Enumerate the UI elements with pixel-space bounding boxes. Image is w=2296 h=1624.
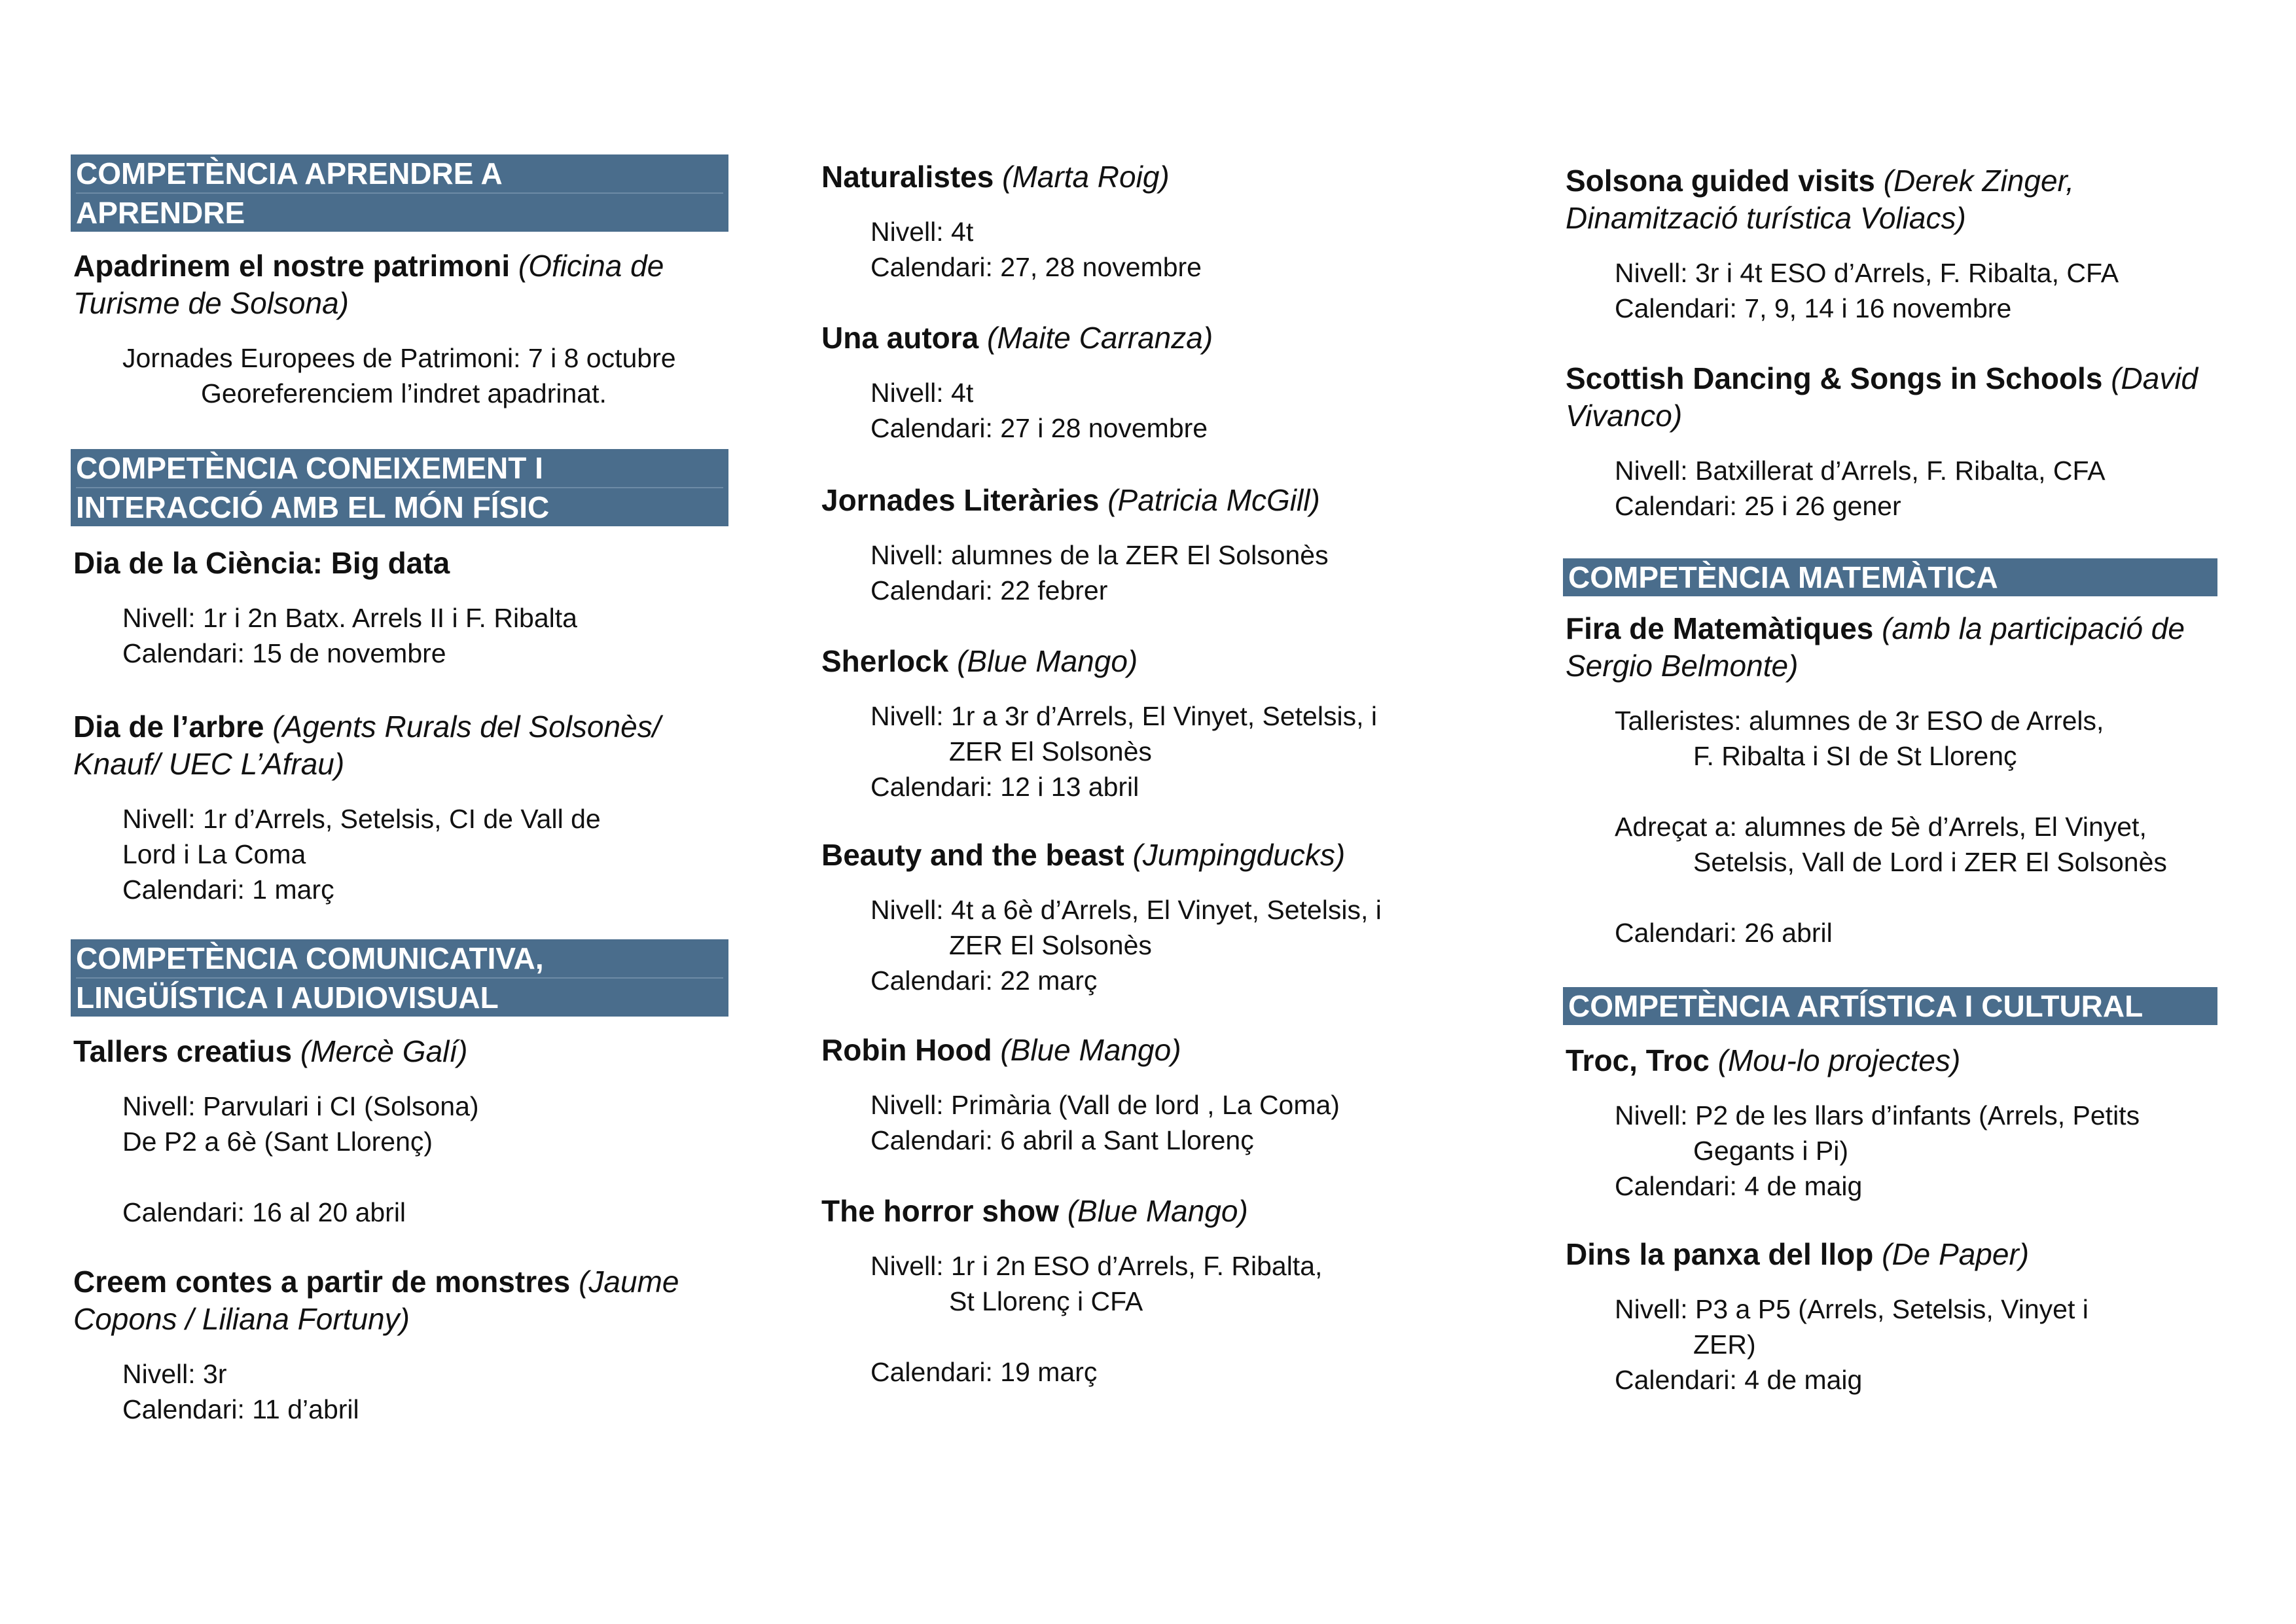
detail-line: Calendari: 4 de maig [1615, 1171, 1863, 1201]
detail-line: Calendari: 1 març [122, 875, 334, 905]
event-organizer: (Derek Zinger, Dinamització turística Voliacs) [1566, 164, 2075, 235]
detail-line: ZER El Solsonès [949, 736, 1152, 767]
event-details [1566, 703, 2220, 950]
event-organizer: (Agents Rurals del Solsonès/ Knauf/ UEC L’Afrau) [73, 710, 661, 781]
detail-line: Calendari: 22 febrer [870, 575, 1108, 605]
detail-line: Nivell: 1r i 2n ESO d’Arrels, F. Ribalta, [870, 1251, 1323, 1281]
event-organizer: (Blue Mango) [1067, 1194, 1248, 1228]
event-title: Scottish Dancing & Songs in Schools [1566, 361, 2103, 395]
event-details [821, 1248, 1482, 1390]
detail-line: Nivell: 4t [870, 378, 974, 408]
event-title: Robin Hood [821, 1033, 992, 1067]
event-heading [821, 319, 1482, 357]
detail-line: Jornades Europees de Patrimoni: 7 i 8 octubre [122, 343, 676, 373]
detail-line: Nivell: Parvulari i CI (Solsona) [122, 1091, 479, 1121]
event-details [1566, 1098, 2220, 1204]
event-block [73, 247, 731, 411]
event-details [821, 375, 1482, 446]
detail-line: Calendari: 27, 28 novembre [870, 252, 1202, 282]
section-header-line: COMPETÈNCIA APRENDRE A [76, 154, 723, 194]
detail-line: ZER) [1693, 1329, 1756, 1360]
section-header-line: COMPETÈNCIA CONEIXEMENT I [76, 449, 723, 488]
detail-line: De P2 a 6è (Sant Llorenç) [122, 1127, 433, 1157]
event-heading [73, 708, 731, 783]
section-header-line: APRENDRE [76, 196, 245, 230]
event-organizer: (Blue Mango) [957, 644, 1138, 678]
event-title: Dins la panxa del llop [1566, 1237, 1874, 1271]
event-heading [821, 482, 1482, 519]
detail-line: Georeferenciem l’indret apadrinat. [201, 378, 607, 408]
section-header [1563, 558, 2217, 596]
detail-line: Nivell: 4t a 6è d’Arrels, El Vinyet, Setelsis, i [870, 895, 1382, 925]
detail-line: Nivell: P3 a P5 (Arrels, Setelsis, Vinyet i [1615, 1294, 2089, 1324]
event-title: Tallers creatius [73, 1034, 293, 1068]
event-details [821, 214, 1482, 285]
detail-line: Calendari: 4 de maig [1615, 1365, 1863, 1395]
event-title: Creem contes a partir de monstres [73, 1265, 571, 1299]
event-organizer: (Maite Carranza) [987, 321, 1213, 355]
detail-line: Gegants i Pi) [1693, 1136, 1848, 1166]
detail-line: Nivell: 1r d’Arrels, Setelsis, CI de Vall de [122, 804, 601, 834]
detail-line: Lord i La Coma [122, 839, 306, 869]
detail-line: Nivell: 4t [870, 217, 974, 247]
event-organizer: (De Paper) [1882, 1237, 2030, 1271]
detail-line: Setelsis, Vall de Lord i ZER El Solsonès [1693, 847, 2167, 877]
event-title: Naturalistes [821, 160, 994, 194]
event-details [73, 340, 731, 411]
event-details [1566, 453, 2220, 524]
event-block [73, 708, 731, 907]
event-block [1566, 1236, 2220, 1398]
section-header-line: COMPETÈNCIA COMUNICATIVA, [76, 939, 723, 979]
event-title: Una autora [821, 321, 979, 355]
event-organizer: (Jaume Copons / Liliana Fortuny) [73, 1265, 679, 1336]
event-heading [821, 1193, 1482, 1230]
section-header-line: COMPETÈNCIA ARTÍSTICA I CULTURAL [1568, 989, 2144, 1023]
event-title: Dia de la Ciència: Big data [73, 546, 450, 580]
event-title: Dia de l’arbre [73, 710, 264, 744]
event-block [821, 158, 1482, 285]
spacer [1615, 880, 2220, 915]
event-organizer: (Mercè Galí) [300, 1034, 468, 1068]
event-heading [73, 1263, 731, 1338]
detail-line: Calendari: 25 i 26 gener [1615, 491, 1901, 521]
event-details [821, 698, 1482, 804]
event-details [1566, 1291, 2220, 1398]
event-heading [821, 837, 1482, 874]
detail-line: Calendari: 15 de novembre [122, 638, 446, 668]
event-heading [1566, 1042, 2220, 1079]
event-heading [1566, 1236, 2220, 1273]
event-title: Fira de Matemàtiques [1566, 611, 1874, 645]
event-title: The horror show [821, 1194, 1059, 1228]
detail-line: Nivell: Primària (Vall de lord , La Coma) [870, 1090, 1340, 1120]
event-title: Apadrinem el nostre patrimoni [73, 249, 511, 283]
event-heading [73, 1033, 731, 1070]
event-block [821, 482, 1482, 608]
event-heading [73, 545, 731, 582]
event-block [1566, 610, 2220, 950]
event-title: Jornades Literàries [821, 483, 1100, 517]
event-title: Solsona guided visits [1566, 164, 1875, 198]
event-block [821, 1193, 1482, 1390]
spacer [870, 1319, 1482, 1354]
event-block [1566, 360, 2220, 524]
event-heading [73, 247, 731, 322]
detail-line: Nivell: 3r i 4t ESO d’Arrels, F. Ribalta, CFA [1615, 258, 2119, 288]
event-block [821, 837, 1482, 998]
detail-line: Calendari: 27 i 28 novembre [870, 413, 1208, 443]
event-details [73, 801, 731, 907]
detail-line: Nivell: Batxillerat d’Arrels, F. Ribalta, CFA [1615, 456, 2106, 486]
detail-line: Adreçat a: alumnes de 5è d’Arrels, El Vinyet, [1615, 812, 2147, 842]
event-organizer: (Jumpingducks) [1132, 838, 1346, 872]
event-block [73, 1263, 731, 1427]
section-header [71, 154, 728, 232]
section-header [1563, 987, 2217, 1025]
event-details [821, 537, 1482, 608]
event-title: Beauty and the beast [821, 838, 1124, 872]
detail-line: Calendari: 22 març [870, 965, 1098, 996]
section-header-line: INTERACCIÓ AMB EL MÓN FÍSIC [76, 490, 550, 524]
event-title: Troc, Troc [1566, 1043, 1710, 1077]
detail-line: Nivell: 3r [122, 1359, 227, 1389]
event-block [821, 319, 1482, 446]
event-organizer: (amb la participació de Sergio Belmonte) [1566, 611, 2185, 683]
event-heading [821, 1032, 1482, 1069]
section-header-line: LINGÜÍSTICA I AUDIOVISUAL [76, 981, 499, 1015]
event-block [73, 1033, 731, 1230]
detail-line: Calendari: 7, 9, 14 i 16 novembre [1615, 293, 2012, 323]
event-organizer: (Mou-lo projectes) [1717, 1043, 1961, 1077]
detail-line: Calendari: 19 març [870, 1357, 1098, 1387]
section-header [71, 449, 728, 526]
event-details [821, 892, 1482, 998]
event-organizer: (Blue Mango) [1000, 1033, 1181, 1067]
detail-line: Calendari: 26 abril [1615, 918, 1833, 948]
detail-line: Calendari: 11 d’abril [122, 1394, 359, 1424]
detail-line: Nivell: 1r i 2n Batx. Arrels II i F. Ribalta [122, 603, 577, 633]
event-block [1566, 162, 2220, 326]
section-header-line: COMPETÈNCIA MATEMÀTICA [1568, 560, 1998, 594]
detail-line: Nivell: P2 de les llars d’infants (Arrels, Petits [1615, 1100, 2140, 1130]
spacer [1615, 774, 2220, 809]
event-heading [1566, 162, 2220, 237]
detail-line: Talleristes: alumnes de 3r ESO de Arrels, [1615, 706, 2104, 736]
detail-line: Calendari: 6 abril a Sant Llorenç [870, 1125, 1254, 1155]
spacer [122, 1159, 731, 1195]
detail-line: Nivell: alumnes de la ZER El Solsonès [870, 540, 1329, 570]
event-details [1566, 255, 2220, 326]
event-heading [1566, 360, 2220, 435]
event-title: Sherlock [821, 644, 949, 678]
detail-line: Nivell: 1r a 3r d’Arrels, El Vinyet, Setelsis, i [870, 701, 1377, 731]
detail-line: ZER El Solsonès [949, 930, 1152, 960]
event-organizer: (Oficina de Turisme de Solsona) [73, 249, 664, 320]
event-heading [1566, 610, 2220, 685]
detail-line: St Llorenç i CFA [949, 1286, 1143, 1316]
detail-line: Calendari: 12 i 13 abril [870, 772, 1139, 802]
event-details [73, 600, 731, 671]
event-details [73, 1356, 731, 1427]
event-organizer: (Patricia McGill) [1107, 483, 1320, 517]
detail-line: Calendari: 16 al 20 abril [122, 1197, 406, 1227]
event-block [73, 545, 731, 671]
event-organizer: (Marta Roig) [1002, 160, 1170, 194]
detail-line: F. Ribalta i SI de St Llorenç [1693, 741, 2017, 771]
event-heading [821, 158, 1482, 196]
event-block [821, 643, 1482, 804]
event-heading [821, 643, 1482, 680]
event-organizer: (David Vivanco) [1566, 361, 2198, 433]
event-details [821, 1087, 1482, 1158]
event-block [821, 1032, 1482, 1158]
event-block [1566, 1042, 2220, 1204]
section-header [71, 939, 728, 1017]
event-details [73, 1089, 731, 1230]
